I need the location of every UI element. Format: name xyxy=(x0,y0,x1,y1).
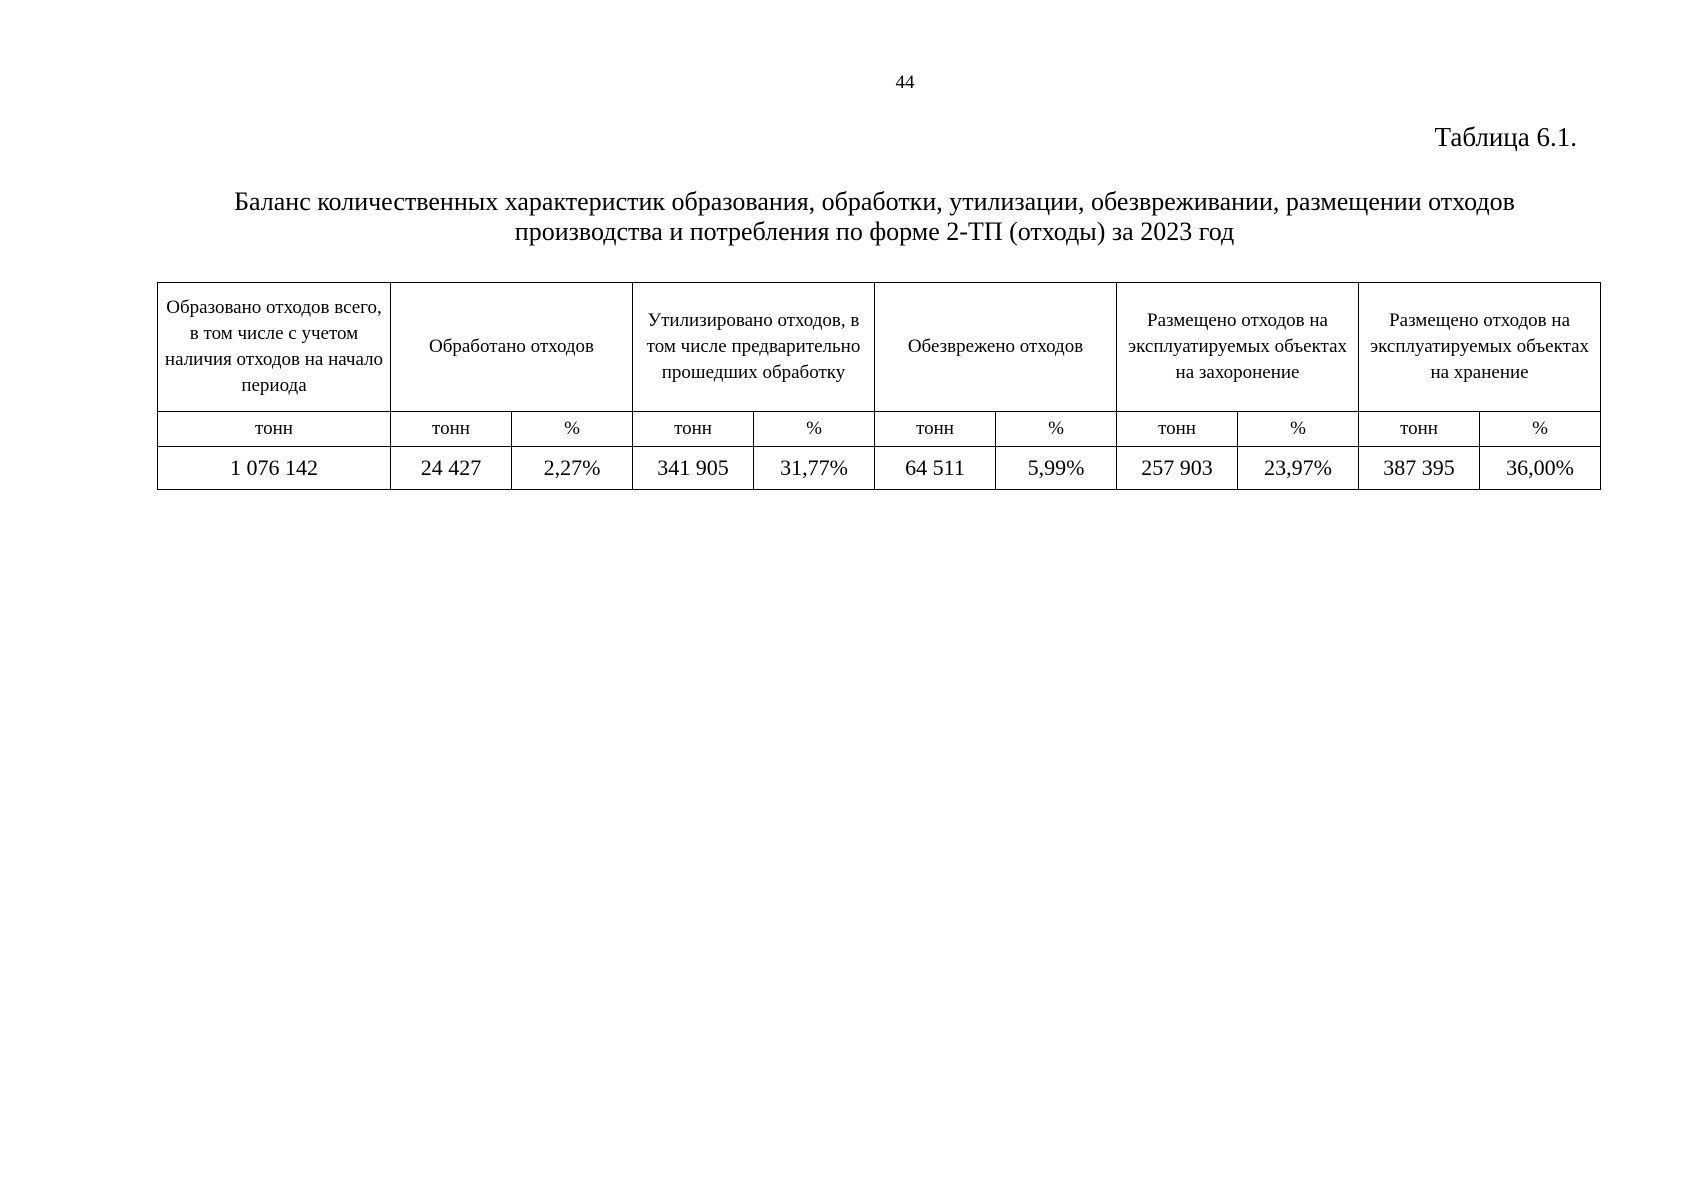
unit-cell: тонн xyxy=(875,412,996,447)
table-label: Таблица 6.1. xyxy=(1434,122,1577,152)
values-row xyxy=(158,447,1601,490)
table-title-line-1: Баланс количественных характеристик образования, обработки, утилизации, обезвреживании, размещении отходов xyxy=(234,187,1515,216)
header-buried: Размещено отходов на эксплуатируемых объектах на захоронение xyxy=(1117,283,1359,412)
header-stored: Размещено отходов на эксплуатируемых объектах на хранение xyxy=(1359,283,1601,412)
table-title xyxy=(152,187,1597,247)
waste-balance-table xyxy=(157,282,1601,490)
value-cell: 1 076 142 xyxy=(158,447,391,490)
value-cell: 36,00% xyxy=(1480,447,1601,490)
unit-cell: тонн xyxy=(633,412,754,447)
header-row xyxy=(158,283,1601,412)
unit-cell: тонн xyxy=(158,412,391,447)
header-processed: Обработано отходов xyxy=(391,283,633,412)
value-cell: 387 395 xyxy=(1359,447,1480,490)
value-cell: 5,99% xyxy=(996,447,1117,490)
page-number: 44 xyxy=(895,72,915,93)
header-neutralized: Обезврежено отходов xyxy=(875,283,1117,412)
value-cell: 31,77% xyxy=(754,447,875,490)
unit-cell: тонн xyxy=(1359,412,1480,447)
unit-cell: % xyxy=(1238,412,1359,447)
value-cell: 23,97% xyxy=(1238,447,1359,490)
header-utilized: Утилизировано отходов, в том числе предварительно прошедших обработку xyxy=(633,283,875,412)
header-generated: Образовано отходов всего, в том числе с учетом наличия отходов на начало периода xyxy=(158,283,391,412)
table-title-line-2: производства и потребления по форме 2-ТП (отходы) за 2023 год xyxy=(514,217,1235,246)
unit-cell: % xyxy=(996,412,1117,447)
value-cell: 2,27% xyxy=(512,447,633,490)
unit-cell: % xyxy=(512,412,633,447)
unit-cell: тонн xyxy=(1117,412,1238,447)
unit-cell: тонн xyxy=(391,412,512,447)
value-cell: 341 905 xyxy=(633,447,754,490)
value-cell: 24 427 xyxy=(391,447,512,490)
unit-cell: % xyxy=(754,412,875,447)
units-row xyxy=(158,412,1601,447)
unit-cell: % xyxy=(1480,412,1601,447)
value-cell: 64 511 xyxy=(875,447,996,490)
value-cell: 257 903 xyxy=(1117,447,1238,490)
